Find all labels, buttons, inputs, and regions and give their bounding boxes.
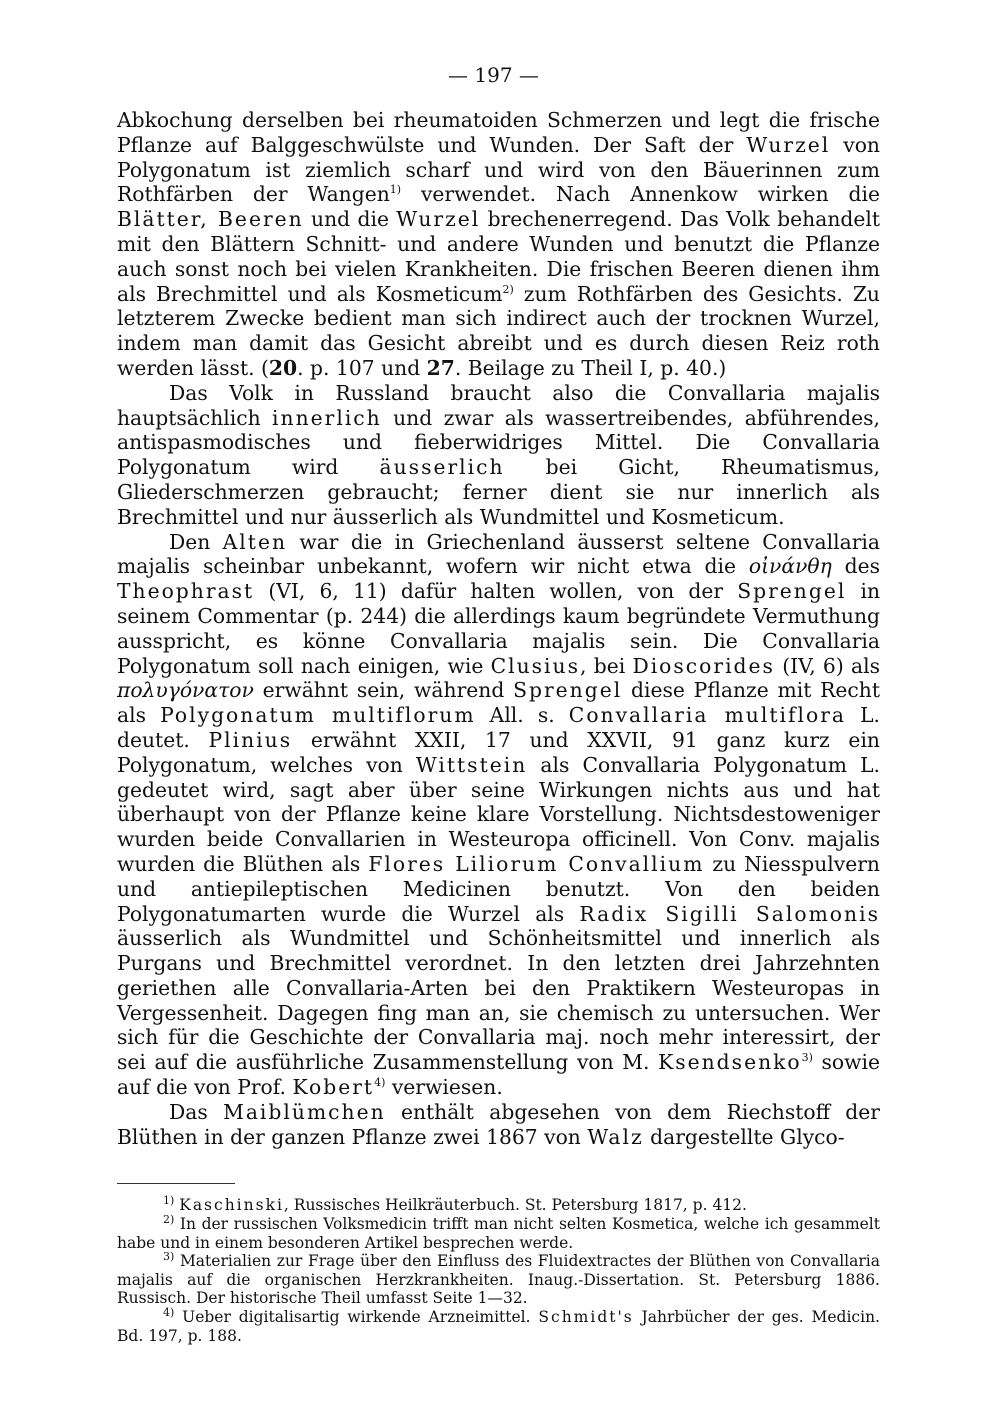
footnote-marker: 3) — [163, 1250, 175, 1264]
text-run: und zwar als wassertreibendes, abführendes, antispasmodisches und fieberwidriges Mittel. Die Convallaria Polygonatum wird — [117, 405, 880, 480]
text-run: , bei — [580, 653, 633, 678]
footnote-marker: 4) — [163, 1305, 175, 1319]
footnote — [117, 1212, 880, 1252]
spaced-emphasis: Kobert — [292, 1075, 375, 1100]
spaced-emphasis: Convallaria multiflora — [568, 703, 846, 728]
greek-term: πολυγόνατον — [117, 678, 254, 703]
text-run: In der russischen Volksmedicin trifft man nicht selten Kosmetica, welche ich gesammelt habe und in einem besonderen Artikel besprechen werde. — [117, 1215, 880, 1252]
text-run: Das — [169, 1099, 224, 1124]
text-run: All. s. — [475, 703, 569, 728]
text-run: (IV, 6) als — [774, 653, 880, 678]
footnote-marker: 1) — [389, 183, 402, 197]
spaced-emphasis: Dioscorides — [632, 653, 775, 678]
body-text — [117, 108, 880, 1149]
footnote-marker: 1) — [163, 1194, 175, 1208]
spaced-emphasis: Polygonatum multiflorum — [160, 703, 476, 728]
text-run: , Russisches Heilkräuterbuch. St. Petersburg 1817, p. 412. — [283, 1196, 747, 1215]
text-run: erwähnt XXII, 17 und XXVII, 91 ganz kurz ein Polygonatum, welches von — [117, 727, 880, 777]
spaced-emphasis: Wurzel — [396, 207, 481, 232]
footnote — [117, 1196, 880, 1215]
text-run: erwähnt sein, während — [253, 678, 514, 703]
text-run: als Convallaria Polygonatum L. gedeutet wird, sagt aber über seine Wirkungen nichts aus und hat überhaupt von der Pflanze keine klare Vorstellung. Nichtsdestoweniger wurden beide Convallarien in Westeuropa officinell. Von Conv. majalis wurden die Blüthen als — [117, 752, 881, 876]
text-run: . Beilage zu Theil I, p. 40.) — [454, 355, 727, 380]
paragraph — [117, 1100, 880, 1150]
spaced-emphasis: äusserlich — [379, 455, 505, 480]
page-number: — 197 — — [448, 63, 539, 87]
spaced-emphasis: Sprengel — [737, 579, 847, 604]
text-run: von Polygonatum ist ziemlich scharf und wird von den Bäuerinnen zum Rothfärben der Wangen — [117, 132, 880, 207]
text-run: war die in Griechenland äusserst seltene Convallaria majalis scheinbar unbekannt, wofern wir nicht etwa die — [117, 529, 880, 579]
reference-number: 20 — [268, 355, 298, 380]
text-run: . p. 107 und — [297, 355, 427, 380]
text-run: Jahrbücher der ges. Medicin. Bd. 197, p. 188. — [117, 1308, 880, 1345]
spaced-emphasis: Ksendsenko — [658, 1050, 802, 1075]
footnotes — [117, 1196, 880, 1345]
text-run: sowie auf die von Prof. — [117, 1050, 880, 1100]
text-run: und die — [303, 207, 397, 232]
text-run: brechenerregend. Das Volk behandelt mit den Blättern Schnitt- und andere Wunden und benutzt die Pflanze auch sonst noch bei vielen Krankheiten. Die frischen Beeren dienen ihm als Brechmittel und als Kosmeticum — [117, 207, 880, 306]
spaced-emphasis: Wittstein — [415, 752, 528, 777]
paragraph — [117, 108, 880, 381]
spaced-emphasis: Kaschinski — [179, 1196, 284, 1215]
spaced-emphasis: Theophrast — [117, 579, 255, 604]
spaced-emphasis: Blätter, Beeren — [117, 207, 304, 232]
text-run: bei Gicht, Rheumatismus, Gliederschmerzen gebraucht; ferner dient sie nur innerlich als Brechmittel und nur äusserlich als Wundmittel und Kosmeticum. — [117, 455, 880, 529]
spaced-emphasis: Sprengel — [513, 678, 623, 703]
text-run: Das Volk in Russland braucht also die Convallaria majalis hauptsächlich — [117, 380, 880, 430]
page — [117, 58, 880, 1345]
footnote-marker: 4) — [374, 1076, 386, 1090]
spaced-emphasis: Radix Sigilli Salomonis — [579, 901, 880, 926]
spaced-emphasis: Clusius — [490, 653, 581, 678]
text-run: L. deutet. — [117, 703, 880, 752]
text-run: des — [831, 554, 880, 579]
footnote-marker: 3) — [801, 1051, 813, 1065]
text-run: (VI, 6, 11) dafür halten wollen, von der — [254, 579, 738, 604]
spaced-emphasis: Schmidt's — [538, 1308, 634, 1327]
text-run: zum Rothfärben des Gesichts. Zu letzterem Zwecke bedient man sich indirect auch der trocknen Wurzel, indem man damit das Gesicht abreibt und es durch diesen Reiz roth werden lässt. ( — [117, 281, 880, 380]
text-run: verwiesen. — [385, 1075, 503, 1100]
paragraph — [117, 381, 880, 530]
footnote-marker: 2) — [163, 1212, 175, 1226]
greek-term: οἰνάνθη — [748, 554, 832, 579]
spaced-emphasis: Flores Liliorum Convallium — [368, 851, 705, 876]
text-run: enthält abgesehen von dem Riechstoff der Blüthen in der ganzen Pflanze zwei 1867 von — [117, 1099, 880, 1149]
footnote — [117, 1305, 880, 1345]
spaced-emphasis: Plinius — [208, 727, 293, 752]
text-run: äusserlich als Wundmittel und Schönheitsmittel und innerlich als Purgans und Brechmittel verordnet. In den letzten drei Jahrzehnten geriethen alle Convallaria-Arten bei den Praktikern Westeuropas in Vergessenheit. Dagegen fing man an, sie chemisch zu untersuchen. Wer sich für die Geschichte der Convallaria maj. noch mehr interessirt, der sei auf die ausführliche Zusammenstellung von M. — [117, 926, 880, 1075]
text-run: verwendet. Nach Annenkow wirken die — [401, 182, 881, 207]
footnote-marker: 2) — [502, 282, 514, 296]
footnote — [117, 1252, 880, 1308]
spaced-emphasis: innerlich — [272, 405, 382, 430]
text-run: Abkochung derselben bei rheumatoiden Schmerzen und legt die frische Pflanze auf Balggeschwülste und Wunden. Der Saft der — [117, 108, 880, 157]
text-run: Materialien zur Frage über den Einfluss des Fluidextractes der Blüthen von Convallaria majalis auf die organischen Herzkrankheiten. Inaug.-Dissertation. St. Petersburg 1886. Russisch. Der historische Theil umfasst Seite 1—32. — [117, 1252, 880, 1308]
spaced-emphasis: Walz — [587, 1124, 644, 1149]
spaced-emphasis: Alten — [222, 529, 288, 554]
spaced-emphasis: Maiblümchen — [223, 1099, 386, 1124]
text-run: in seinem Commentar (p. 244) die allerdings kaum begründete Vermuthung ausspricht, es könne Convallaria majalis sein. Die Convallaria Polygonatum soll nach einigen, wie — [117, 579, 880, 678]
text-run: Den — [169, 529, 223, 554]
text-run: Ueber digitalisartig wirkende Arzneimittel. — [174, 1308, 539, 1327]
footnote-divider — [117, 1183, 235, 1184]
text-run: zu Niesspulvern und antiepileptischen Medicinen benutzt. Von den beiden Polygonatumarten wurde die Wurzel als — [117, 851, 880, 926]
text-run: diese Pflanze mit Recht als — [117, 678, 880, 728]
reference-number: 27 — [426, 355, 455, 380]
paragraph — [117, 530, 880, 1100]
text-run: dargestellte Glyco- — [643, 1124, 845, 1149]
spaced-emphasis: Wurzel — [746, 132, 831, 157]
